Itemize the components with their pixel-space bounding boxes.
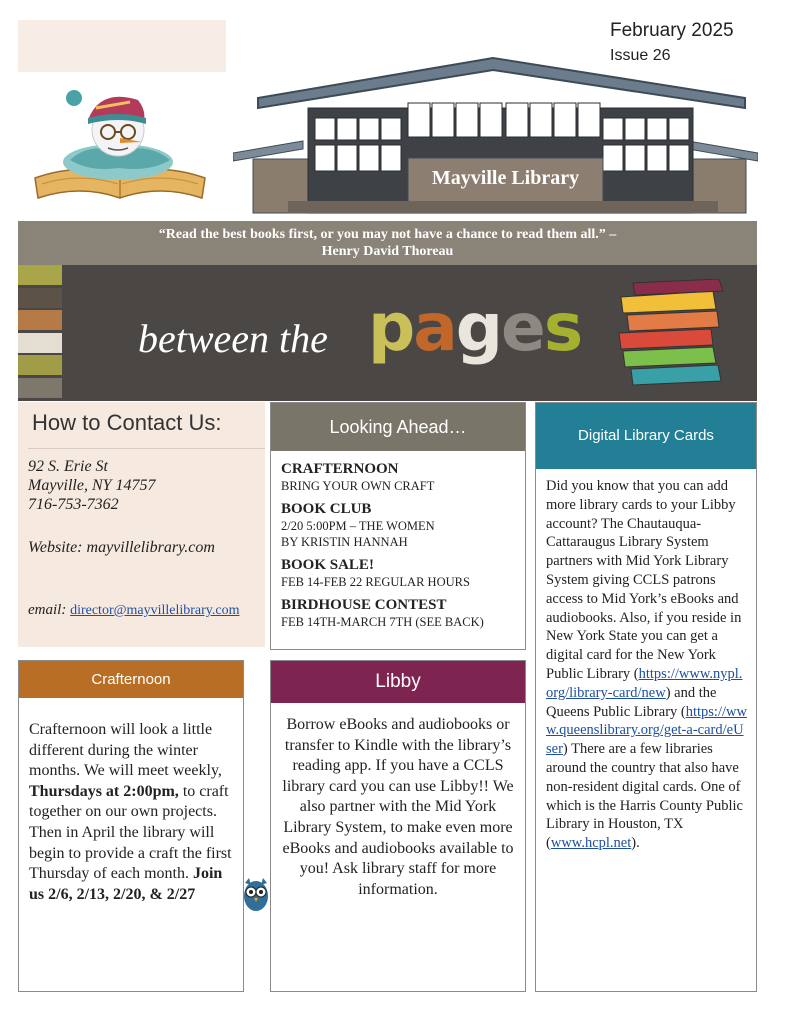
hcpl-link[interactable]: www.hcpl.net [550, 835, 632, 852]
event-detail: FEB 14TH-MARCH 7TH (SEE BACK) [281, 615, 484, 629]
event-item [281, 501, 515, 550]
color-swatches [18, 265, 62, 401]
digital-text-part: Did you know that you can add more library cards to your Libby account? The Chautauqua-Cattaraugus Library System partners with Mid York Library System giving CCLS patrons access to Mid York’s eBooks and audiobooks. Also, if you reside in New York State you can get a digital card for the New York Public Library ( [546, 478, 742, 682]
event-detail: BRING YOUR OWN CRAFT [281, 479, 435, 493]
event-title: BIRDHOUSE CONTEST [281, 597, 447, 613]
issue-info [610, 20, 734, 65]
banner-script-text: between the [138, 316, 328, 361]
digital-text-part: ) and the Queens Public Library ( [546, 684, 717, 720]
crafternoon-text [19, 698, 243, 905]
pages-letter: a [413, 289, 456, 366]
crafternoon-text-part: Crafternoon will look a little different during the winter months. We will meet weekly, [29, 721, 222, 780]
email-link[interactable]: director@mayvillelibrary.com [70, 603, 240, 618]
snowman-reading-illustration [30, 80, 210, 205]
looking-ahead-title: Looking Ahead… [271, 403, 525, 451]
library-name-sign: Mayville Library [431, 167, 580, 189]
email-label: email: [28, 602, 67, 618]
website-text: Website: mayvillelibrary.com [28, 539, 215, 556]
looking-ahead-panel [270, 402, 526, 650]
pages-letter: e [501, 289, 544, 366]
event-item [281, 461, 515, 494]
event-detail: BY KRISTIN HANNAH [281, 535, 408, 549]
crafternoon-dates: Join us 2/6, 2/13, 2/20, & 2/27 [29, 865, 223, 903]
nypl-link[interactable]: https://www.nypl.org/library-card/new [546, 665, 743, 701]
contact-address [28, 457, 156, 514]
library-building-illustration [233, 53, 758, 218]
issue-number: Issue 26 [610, 47, 671, 64]
crafternoon-panel [18, 660, 244, 992]
newsletter-banner [18, 265, 757, 401]
event-title: BOOK SALE! [281, 557, 374, 573]
crafternoon-text-part: to craft together on our own projects. Then in April the library will begin to provide a craft the first Thursday of each month. [29, 782, 232, 883]
book-stack-icon [613, 279, 728, 387]
contact-section [18, 402, 265, 647]
libby-title: Libby [271, 661, 525, 703]
color-swatch [18, 265, 62, 285]
event-detail: 2/20 5:00PM – THE WOMEN [281, 519, 435, 533]
color-swatch [18, 378, 62, 398]
looking-ahead-list [271, 451, 525, 630]
quote-band [18, 221, 757, 265]
event-title: BOOK CLUB [281, 501, 372, 517]
pages-letter: g [455, 289, 502, 366]
event-item [281, 557, 515, 590]
color-swatch [18, 288, 62, 308]
digital-cards-panel [535, 402, 757, 992]
libby-text: Borrow eBooks and audiobooks or transfer to Kindle with the library’s reading app. If you have a CCLS library card you can use Libby!! We also partner with the Mid York Library System, to make even more eBooks and audiobooks available to you! Ask library staff for more information. [282, 716, 514, 898]
queens-library-link[interactable]: https://www.queenslibrary.org/get-a-card/eUser [546, 703, 747, 758]
pages-letter: p [368, 289, 414, 366]
thoreau-quote: “Read the best books first, or you may not have a chance to read them all.” – Henry David Thoreau [158, 227, 617, 259]
color-swatch [18, 355, 62, 375]
libby-panel [270, 660, 526, 992]
digital-text-part: ) There are a few libraries around the country that also have non-resident digital cards. One of which is the Harris County Public Library in Houston, TX ( [546, 741, 743, 852]
event-detail: FEB 14-FEB 22 REGULAR HOURS [281, 575, 470, 589]
address-line-1: 92 S. Erie St [28, 458, 108, 475]
contact-divider [28, 448, 265, 449]
phone-number: 716-753-7362 [28, 496, 119, 513]
issue-month: February 2025 [610, 20, 734, 41]
digital-cards-title: Digital Library Cards [536, 403, 756, 469]
address-line-2: Mayville, NY 14757 [28, 477, 156, 494]
event-title: CRAFTERNOON [281, 461, 399, 477]
digital-text-part: ). [631, 835, 640, 852]
event-item [281, 597, 515, 630]
digital-cards-text [536, 469, 756, 853]
crafternoon-title: Crafternoon [19, 661, 243, 698]
crafternoon-time: Thursdays at 2:00pm, [29, 782, 179, 800]
header-blank-area [18, 20, 226, 72]
contact-title: How to Contact Us: [32, 410, 222, 435]
banner-pages-word [368, 289, 581, 366]
email-line [28, 602, 240, 619]
pages-letter: s [543, 289, 582, 366]
color-swatch [18, 333, 62, 353]
owl-icon [241, 875, 271, 913]
color-swatch [18, 310, 62, 330]
